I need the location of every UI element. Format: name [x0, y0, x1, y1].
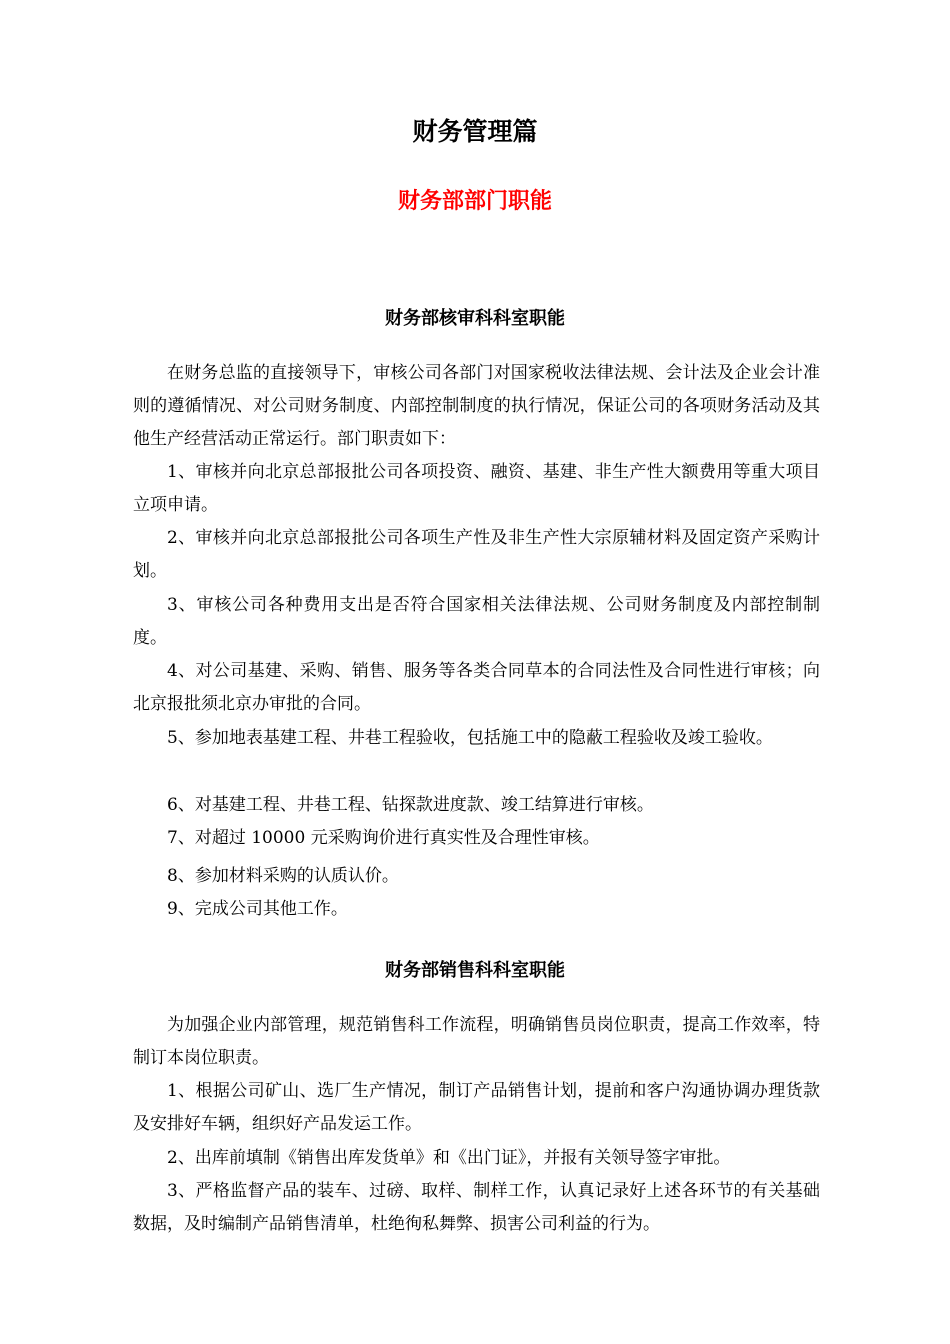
audit-duty-item: 5、参加地表基建工程、井巷工程验收，包括施工中的隐蔽工程验收及竣工验收。 [167, 728, 773, 748]
department-title: 财务部部门职能 [397, 189, 552, 214]
audit-duty-item: 3、审核公司各种费用支出是否符合国家相关法律法规、公司财务制度及内部控制制度。 [133, 595, 820, 648]
audit-duty-item: 2、审核并向北京总部报批公司各项生产性及非生产性大宗原辅材料及固定资产采购计划。 [133, 528, 820, 581]
audit-duty-item: 7、对超过 10000 元采购询价进行真实性及合理性审核。 [167, 828, 600, 848]
sales-duty-item: 3、严格监督产品的装车、过磅、取样、制样工作，认真记录好上述各环节的有关基础数据，及时编制产品销售清单，杜绝徇私舞弊、损害公司利益的行为。 [133, 1181, 820, 1234]
audit-duty-item: 1、审核并向北京总部报批公司各项投资、融资、基建、非生产性大额费用等重大项目立项申请。 [133, 462, 820, 515]
sales-intro-paragraph: 为加强企业内部管理，规范销售科工作流程，明确销售员岗位职责，提高工作效率，特制订本岗位职责。 [133, 1015, 820, 1068]
sales-section-heading: 财务部销售科科室职能 [385, 960, 565, 981]
audit-section-heading: 财务部核审科科室职能 [385, 308, 565, 329]
audit-duty-item: 6、对基建工程、井巷工程、钻探款进度款、竣工结算进行审核。 [167, 795, 654, 815]
document-title: 财务管理篇 [412, 117, 538, 146]
sales-duty-item: 1、根据公司矿山、选厂生产情况，制订产品销售计划，提前和客户沟通协调办理货款及安排好车辆，组织好产品发运工作。 [133, 1081, 820, 1134]
audit-duty-item: 8、参加材料采购的认质认价。 [167, 866, 399, 886]
audit-intro-paragraph: 在财务总监的直接领导下，审核公司各部门对国家税收法律法规、会计法及企业会计准则的遵循情况、对公司财务制度、内部控制制度的执行情况，保证公司的各项财务活动及其他生产经营活动正常运行。部门职责如下： [133, 363, 820, 449]
sales-duty-item: 2、出库前填制《销售出库发货单》和《出门证》，并报有关领导签字审批。 [167, 1148, 731, 1168]
audit-duty-item: 4、对公司基建、采购、销售、服务等各类合同草本的合同法性及合同性进行审核；向北京报批须北京办审批的合同。 [133, 661, 820, 714]
audit-duty-item: 9、完成公司其他工作。 [167, 899, 348, 919]
